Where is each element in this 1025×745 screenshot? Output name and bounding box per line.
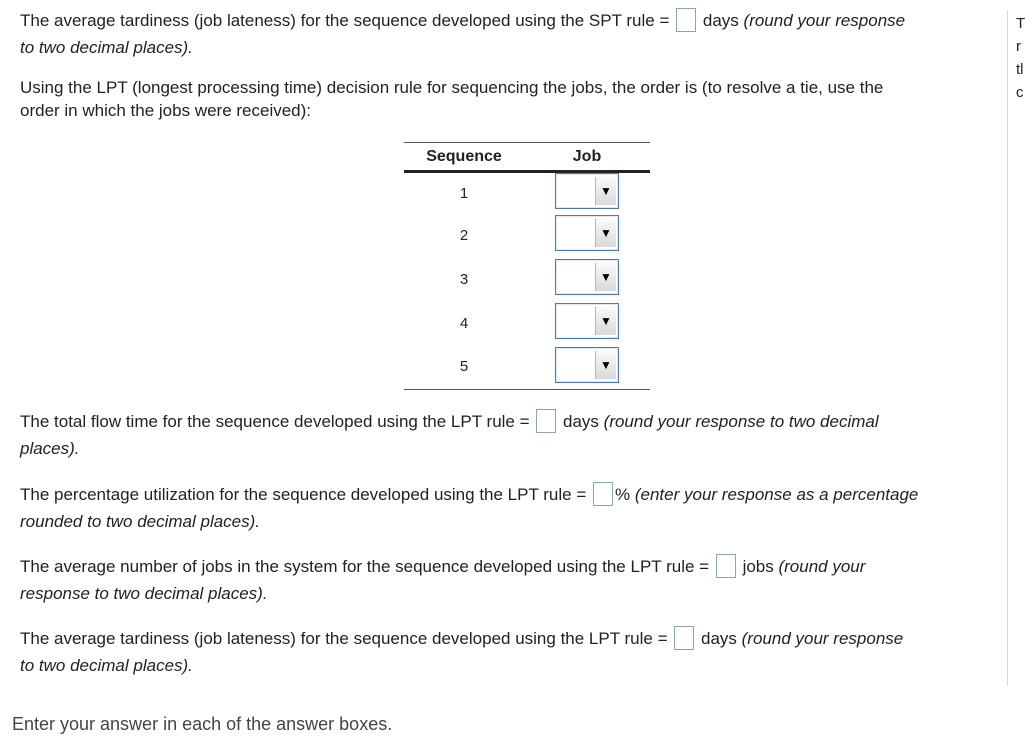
lpt-tardiness-question: The average tardiness (job lateness) for the sequence developed using the LPT rule = days (round your response to two decimal places).	[20, 625, 903, 679]
job-select-4[interactable]	[555, 303, 619, 339]
job-column-header: Job	[524, 143, 650, 172]
answer-instructions: Enter your answer in each of the answer boxes.	[12, 714, 393, 734]
sequence-number: 4	[459, 314, 469, 332]
sequence-column-header: Sequence	[404, 143, 524, 172]
job-select-5[interactable]	[555, 347, 619, 383]
sequence-number: 2	[459, 226, 469, 244]
right-panel-text: tl	[1016, 61, 1024, 78]
lpt-flow-time-question: The total flow time for the sequence developed using the LPT rule = days (round your response to two decimal places).	[20, 408, 879, 462]
table-row	[404, 301, 650, 345]
sequence-number: 5	[404, 345, 524, 389]
sequence-number: 3	[459, 270, 469, 288]
job-select-1[interactable]	[555, 173, 619, 209]
table-row	[404, 345, 650, 389]
lpt-sequence-table	[404, 142, 650, 390]
right-panel-text: r	[1016, 38, 1021, 55]
dropdown-arrow-icon: ▼	[595, 177, 616, 205]
lpt-avg-jobs-answer-input[interactable]	[716, 554, 736, 578]
panel-divider	[1007, 10, 1008, 686]
table-row	[404, 257, 650, 301]
dropdown-arrow-icon: ▼	[595, 219, 616, 247]
spt-tardiness-question: The average tardiness (job lateness) for the sequence developed using the SPT rule = days (round your response to two decimal places).	[20, 7, 905, 61]
right-panel-text: c	[1016, 84, 1024, 101]
lpt-utilization-question: The percentage utilization for the sequence developed using the LPT rule = % (enter your response as a percentage rounded to two decimal places).	[20, 481, 918, 535]
spt-tardiness-answer-input[interactable]	[676, 8, 696, 32]
dropdown-arrow-icon: ▼	[595, 351, 616, 379]
dropdown-arrow-icon: ▼	[595, 307, 616, 335]
lpt-avg-jobs-question: The average number of jobs in the system for the sequence developed using the LPT rule = jobs (round your response to two decimal places).	[20, 553, 865, 607]
job-select-3[interactable]	[555, 259, 619, 295]
lpt-utilization-answer-input[interactable]	[593, 482, 613, 506]
table-row	[404, 172, 650, 214]
sequence-number: 1	[459, 184, 469, 202]
dropdown-arrow-icon: ▼	[595, 263, 616, 291]
lpt-tardiness-answer-input[interactable]	[674, 626, 694, 650]
job-select-2[interactable]	[555, 215, 619, 251]
lpt-intro-text: Using the LPT (longest processing time) decision rule for sequencing the jobs, the order is (to resolve a tie, use the order in which the jobs were received):	[20, 78, 884, 120]
lpt-flow-time-answer-input[interactable]	[536, 409, 556, 433]
table-row	[404, 213, 650, 257]
right-panel-text: T	[1016, 15, 1025, 32]
